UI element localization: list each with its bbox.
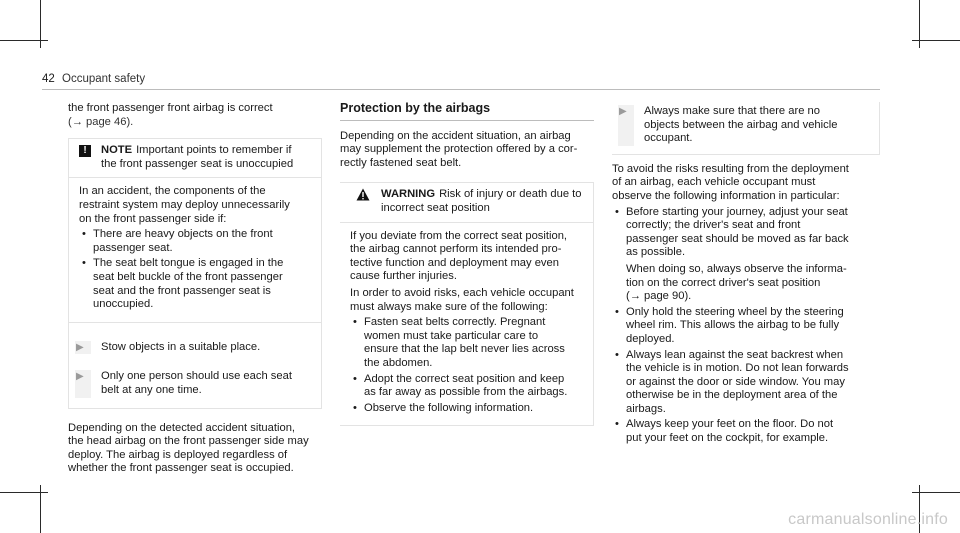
list-item: • Always keep your feet on the floor. Do not put your feet on the cockpit, for example. (612, 418, 880, 445)
warning-header: WARNING Risk of injury or death due to incorrect seat position (340, 183, 593, 222)
column-3 (612, 102, 880, 448)
arrow-right-icon: ▶ (619, 106, 627, 117)
header-divider (42, 89, 880, 90)
list-item: • Only hold the steering wheel by the steering wheel rim. This allows the airbag to be fully deployed. (612, 306, 880, 347)
warning-triangle-icon (356, 188, 372, 215)
warning-label: WARNING (381, 188, 436, 201)
note-box (68, 138, 322, 408)
warning-box (340, 182, 594, 426)
list-item: • Adopt the correct seat position and keep as far away as possible from the airbags. (350, 373, 583, 400)
crop-mark (0, 40, 48, 41)
tip-item: ▶ Only one person should use each seat belt at any one time. (69, 362, 321, 407)
intro-text: the front passenger front airbag is correct (→ page 46). (68, 102, 273, 128)
section-divider (340, 120, 594, 121)
warning-bullet-list (350, 316, 583, 415)
section-title: Protection by the airbags (340, 101, 491, 115)
tip-item: ▶ Always make sure that there are no objects between the airbag and vehicle occupant. (612, 102, 880, 155)
list-item: • Observe the following information. (350, 402, 583, 416)
body-paragraph: To avoid the risks resulting from the deployment of an airbag, each vehicle occupant must observe the following information in particular: (612, 162, 849, 202)
list-item: • Fasten seat belts correctly. Pregnant women must take particular care to ensure that the lap belt never lies across the abdomen. (350, 316, 583, 370)
list-item: • The seat belt tongue is engaged in the seat belt buckle of the front passenger seat and the front passenger seat is unoccupied. (79, 257, 311, 311)
crop-mark (0, 492, 48, 493)
list-item: • There are heavy objects on the front passenger seat. (79, 228, 311, 255)
list-item: • Before starting your journey, adjust your seat correctly; the driver's seat and front passenger seat should be moved as far back as possible. When doing so, always observe the informa- tion on the correct driver's seat position (→ page 90). (612, 206, 880, 304)
column-1 (68, 102, 322, 476)
tip-item: ▶ Stow objects in a suitable place. (69, 322, 321, 363)
watermark: carmanualsonline.info (788, 511, 948, 529)
note-label: NOTE (101, 144, 133, 157)
note-header: ! NOTE Important points to remember if the front passenger seat is unoccupied (69, 139, 321, 178)
arrow-right-icon: ▶ (76, 371, 84, 383)
warning-body: If you deviate from the correct seat position, the airbag cannot perform its intended pro- tective function and deployment may even cause further injuries. In order to avoid risks, each vehicle occupant must always make sure of the following: • Fasten seat belts correctly. Pregnant women must take particular care to ensure that the lap belt never lies across the abdomen. • Adopt the correct seat position and keep as far away as possible from the airbags. • Observe the following information. (340, 223, 593, 426)
body-paragraph: Depending on the accident situation, an airbag may supplement the protection offered by a cor- rectly fastened seat belt. (340, 129, 578, 169)
note-bullet-list (79, 228, 311, 312)
arrow-right-icon: ▶ (76, 341, 84, 353)
exclamation-icon: ! (79, 145, 91, 157)
instruction-bullet-list (612, 206, 880, 446)
page-number: 42 (42, 73, 55, 85)
crop-mark (912, 40, 960, 41)
note-body: In an accident, the components of the restraint system may deploy unnecessarily on the front passenger side if: • There are heavy objects on the front passenger seat. • The seat belt tongue is engaged in the seat belt buckle of the front passenger seat and the front passenger seat is unoccupied. (69, 178, 321, 321)
body-paragraph: Depending on the detected accident situation, the head airbag on the front passenger side may deploy. The airbag is deployed regardless of whether the front passenger seat is occupied. (68, 421, 309, 475)
column-2 (340, 102, 594, 426)
page-header-title: Occupant safety (62, 73, 146, 85)
list-item: • Always lean against the seat backrest when the vehicle is in motion. Do not lean forwards or against the door or side window. You may otherwise be in the deployment area of the airbags. (612, 349, 880, 417)
crop-mark (912, 492, 960, 493)
